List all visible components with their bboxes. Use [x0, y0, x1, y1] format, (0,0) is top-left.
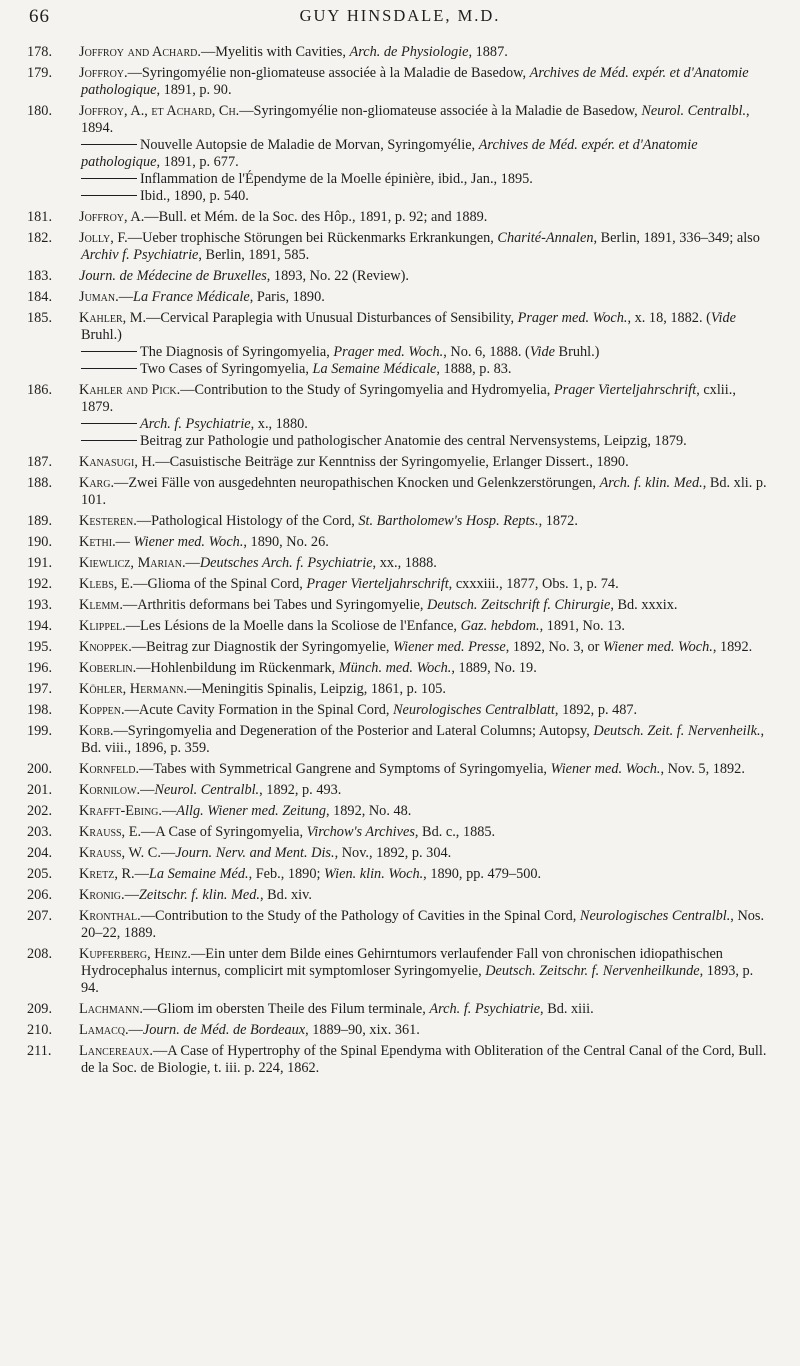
reference-entry [29, 824, 771, 841]
citation-text: , No. 6, 1888. ( [443, 344, 530, 360]
reference-author: Kretz, R. [79, 866, 135, 882]
citation-source: Wiener med. Woch. [550, 761, 661, 777]
reference-author: Jolly, F. [79, 230, 128, 246]
reference-author: Kronig. [79, 887, 125, 903]
citation-text: —Hohlenbildung im Rückenmark, [136, 660, 339, 676]
citation-text: —Casuistische Beiträge zur Kenntniss der Syringomyelie, Erlanger Dissert., 1890. [155, 454, 629, 470]
citation-source: Journ. de Méd. de Bordeaux [142, 1022, 306, 1038]
citation-text: — [118, 289, 133, 305]
citation-text: , Paris, 1890. [249, 289, 325, 305]
citation-source: Journ. Nerv. and Ment. Dis. [175, 845, 335, 861]
reference-entry [29, 761, 771, 778]
reference-number: 199. [27, 723, 53, 739]
reference-author: Joffroy and Achard. [79, 44, 201, 60]
reference-author: Kupferberg, Heinz. [79, 946, 191, 962]
reference-entry [29, 597, 771, 614]
citation-source: Prager med. Woch. [517, 310, 628, 326]
citation-source: Deutsches Arch. f. Psychiatrie [199, 555, 373, 571]
reference-subentry [29, 188, 771, 205]
citation-source: Vide [710, 310, 737, 326]
reference-entry [29, 908, 771, 942]
reference-number: 193. [27, 597, 53, 613]
reference-author: Köhler, Hermann. [79, 681, 188, 697]
citation-source: La Semaine Médicale [312, 361, 437, 377]
citation-source: Deutsch. Zeit. f. Nervenheilk. [593, 723, 761, 739]
reference-entry [29, 310, 771, 344]
reference-author: Krafft-Ebing. [79, 803, 162, 819]
citation-text: —Cervical Paraplegia with Unusual Disturbances of Sensibility, [146, 310, 518, 326]
citation-text: —Arthritis deformans bei Tabes und Syringomyelie, [122, 597, 427, 613]
citation-text: Bruhl.) [81, 327, 122, 343]
reference-entry [29, 639, 771, 656]
reference-author: Koppen. [79, 702, 125, 718]
ditto-rule [81, 440, 137, 441]
reference-number: 203. [27, 824, 53, 840]
citation-text: Bruhl.) [554, 344, 600, 360]
ditto-rule [81, 351, 137, 352]
citation-text: —Syringomyélie non-gliomateuse associée à la Maladie de Basedow, [127, 65, 530, 81]
reference-number: 194. [27, 618, 53, 634]
reference-subentry [29, 344, 771, 361]
citation-text: Two Cases of Syringomyelia, [140, 361, 313, 377]
reference-number: 209. [27, 1001, 53, 1017]
reference-author: Kahler and Pick. [79, 382, 181, 398]
citation-source: La France Médicale [133, 289, 250, 305]
page-header [29, 6, 771, 34]
reference-entry [29, 946, 771, 997]
reference-entry [29, 723, 771, 757]
reference-number: 187. [27, 454, 53, 470]
reference-number: 196. [27, 660, 53, 676]
citation-text: , 1894. [81, 103, 750, 136]
reference-entry [29, 1043, 771, 1077]
citation-text: , 1891, p. 90. [156, 82, 232, 98]
reference-entry [29, 803, 771, 820]
reference-subentry [29, 416, 771, 433]
reference-number: 181. [27, 209, 53, 225]
citation-text: , 1889, No. 19. [451, 660, 537, 676]
reference-number: 210. [27, 1022, 53, 1038]
citation-text: , x., 1880. [250, 416, 308, 432]
citation-text: , cxlii., 1879. [81, 382, 736, 415]
reference-entry [29, 65, 771, 99]
citation-text: Nouvelle Autopsie de Maladie de Morvan, Syringomyélie, [140, 137, 479, 153]
citation-text: —Bull. et Mém. de la Soc. des Hôp., 1891, p. 92; and 1889. [144, 209, 488, 225]
reference-number: 197. [27, 681, 53, 697]
ditto-rule [81, 368, 137, 369]
citation-text: Inflammation de l'Épendyme de la Moelle épinière, ibid., Jan., 1895. [140, 171, 533, 187]
citation-text: , Bd. xiii. [540, 1001, 594, 1017]
citation-text: , 1891, No. 13. [539, 618, 625, 634]
citation-text: — [128, 1022, 143, 1038]
reference-number: 202. [27, 803, 53, 819]
citation-source: Wiener med. Woch. [133, 534, 244, 550]
reference-number: 201. [27, 782, 53, 798]
citation-text: — [140, 782, 155, 798]
citation-text: — [185, 555, 200, 571]
citation-text: , Berlin, 1891, 585. [198, 247, 310, 263]
citation-source: Arch. f. Psychiatrie [140, 416, 251, 432]
reference-author: Koberlin. [79, 660, 137, 676]
reference-number: 191. [27, 555, 53, 571]
reference-number: 192. [27, 576, 53, 592]
reference-number: 198. [27, 702, 53, 718]
citation-text: —Acute Cavity Formation in the Spinal Cord, [124, 702, 394, 718]
ditto-rule [81, 178, 137, 179]
reference-number: 200. [27, 761, 53, 777]
citation-text: — [134, 866, 149, 882]
running-head: GUY HINSDALE, M.D. [299, 6, 501, 25]
citation-source: Prager Vierteljahrschrift [306, 576, 449, 592]
citation-text: — [161, 803, 177, 819]
citation-text: , 1892, No. 3, or [505, 639, 603, 655]
reference-author: Lamacq. [79, 1022, 129, 1038]
citation-text: , Bd. xli. p. 101. [81, 475, 767, 508]
citation-source: Archives de Méd. expér. et d'Anatomie pathologique [81, 65, 749, 98]
reference-entry [29, 534, 771, 551]
citation-text: , 1890, pp. 479–500. [423, 866, 542, 882]
reference-author: Lancereaux. [79, 1043, 153, 1059]
citation-text: , Nov. 5, 1892. [660, 761, 745, 777]
citation-text: , cxxxiii., 1877, Obs. 1, p. 74. [448, 576, 619, 592]
reference-subentry [29, 137, 771, 171]
citation-source: Charité-Annalen [497, 230, 594, 246]
citation-text: —A Case of Hypertrophy of the Spinal Ependyma with Obliteration of the Central Canal of the Cord, Bull. de la Soc. de Biologie, t. iii. p. 224, 1862. [81, 1043, 767, 1076]
ditto-rule [81, 144, 137, 145]
citation-text: —Pathological Histology of the Cord, [136, 513, 359, 529]
reference-entry [29, 782, 771, 799]
reference-number: 206. [27, 887, 53, 903]
reference-entry [29, 103, 771, 137]
reference-number: 211. [27, 1043, 52, 1059]
reference-author: Krauss, W. C. [79, 845, 161, 861]
reference-number: 182. [27, 230, 53, 246]
reference-entry [29, 702, 771, 719]
citation-text: —Zwei Fälle von ausgedehnten neuropathischen Knocken und Gelenkzerstörungen, [114, 475, 600, 491]
citation-source: Wien. klin. Woch. [324, 866, 424, 882]
citation-text: , 1893, No. 22 (Review). [266, 268, 409, 284]
reference-author: Karg. [79, 475, 115, 491]
reference-author: Juman. [79, 289, 119, 305]
reference-author: Knoppek. [79, 639, 132, 655]
citation-text: , 1888, p. 83. [436, 361, 512, 377]
reference-author: Kethi. [79, 534, 116, 550]
citation-text: , Bd. xiv. [260, 887, 312, 903]
reference-number: 205. [27, 866, 53, 882]
citation-text: — [115, 534, 134, 550]
reference-number: 190. [27, 534, 53, 550]
reference-entry [29, 289, 771, 306]
citation-text: , 1890, No. 26. [243, 534, 329, 550]
reference-subentry [29, 361, 771, 378]
reference-author: Kornfeld. [79, 761, 140, 777]
reference-number: 185. [27, 310, 53, 326]
citation-text: , Bd. c., 1885. [414, 824, 496, 840]
reference-entry [29, 209, 771, 226]
reference-number: 208. [27, 946, 53, 962]
reference-number: 180. [27, 103, 53, 119]
citation-text: Ibid., 1890, p. 540. [140, 188, 249, 204]
ditto-rule [81, 423, 137, 424]
citation-source: Prager med. Woch. [333, 344, 444, 360]
citation-source: Prager Vierteljahrschrift [553, 382, 697, 398]
page-number: 66 [29, 6, 50, 27]
citation-text: , 1872. [538, 513, 578, 529]
reference-author: Kronthal. [79, 908, 141, 924]
citation-source: Neurologisches Centralblatt [393, 702, 555, 718]
reference-entry [29, 44, 771, 61]
citation-source: Journ. de Médecine de Bruxelles [79, 268, 267, 284]
reference-number: 189. [27, 513, 53, 529]
citation-source: Deutsch. Zeitschrift f. Chirurgie [427, 597, 611, 613]
citation-text: , Nos. 20–22, 1889. [81, 908, 765, 941]
citation-text: —Ein unter dem Bilde eines Gehirntumors verlaufender Fall von chronischen idiopathischen Hydrocephalus internus, complicirt mit symptomloser Syringomyelie, [81, 946, 723, 979]
citation-text: , 1892. [712, 639, 753, 655]
citation-text: —Gliom im obersten Theile des Filum terminale, [142, 1001, 430, 1017]
citation-source: Neurol. Centralbl. [154, 782, 260, 798]
citation-text: —Glioma of the Spinal Cord, [133, 576, 307, 592]
reference-author: Kanasugi, H. [79, 454, 156, 470]
reference-author: Joffroy, A. [79, 209, 145, 225]
citation-source: Vide [529, 344, 555, 360]
reference-number: 195. [27, 639, 53, 655]
reference-number: 183. [27, 268, 53, 284]
citation-text: , x. 18, 1882. ( [627, 310, 711, 326]
citation-source: Archives de Méd. expér. et d'Anatomie pathologique [81, 137, 698, 170]
reference-author: Joffroy. [79, 65, 128, 81]
citation-source: Neurologisches Centralbl. [579, 908, 731, 924]
citation-text: , Feb., 1890; [248, 866, 325, 882]
citation-text: —Contribution to the Study of Syringomyelia and Hydromyelia, [180, 382, 554, 398]
citation-text: —A Case of Syringomyelia, [141, 824, 307, 840]
reference-author: Korb. [79, 723, 114, 739]
citation-text: , Nov., 1892, p. 304. [334, 845, 452, 861]
citation-source: Virchow's Archives [306, 824, 415, 840]
reference-entry [29, 845, 771, 862]
citation-source: Gaz. hebdom. [460, 618, 540, 634]
citation-text: —Meningitis Spinalis, Leipzig, 1861, p. 105. [187, 681, 446, 697]
citation-source: Münch. med. Woch. [338, 660, 452, 676]
reference-number: 184. [27, 289, 53, 305]
reference-number: 178. [27, 44, 53, 60]
reference-number: 188. [27, 475, 53, 491]
citation-source: Wiener med. Presse [393, 639, 506, 655]
reference-entry [29, 513, 771, 530]
citation-source: Allg. Wiener med. Zeitung [176, 803, 326, 819]
reference-entry [29, 681, 771, 698]
reference-number: 186. [27, 382, 53, 398]
citation-text: The Diagnosis of Syringomyelia, [140, 344, 334, 360]
citation-text: , Bd. xxxix. [610, 597, 678, 613]
citation-text: Beitrag zur Pathologie und pathologischer Anatomie des central Nervensystems, Leipzig, 1879. [140, 433, 687, 449]
reference-entry [29, 454, 771, 471]
reference-entry [29, 866, 771, 883]
citation-text: —Myelitis with Cavities, [200, 44, 350, 60]
citation-text: , 1889–90, xix. 361. [305, 1022, 420, 1038]
citation-text: —Contribution to the Study of the Pathology of Cavities in the Spinal Cord, [140, 908, 580, 924]
citation-text: —Beitrag zur Diagnostik der Syringomyelie, [131, 639, 394, 655]
citation-text: , 1893, p. 94. [81, 963, 754, 996]
citation-text: —Syringomyélie non-gliomateuse associée à la Maladie de Basedow, [239, 103, 642, 119]
reference-author: Kahler, M. [79, 310, 147, 326]
reference-entry [29, 230, 771, 264]
reference-entry [29, 268, 771, 285]
citation-text: , 1892, No. 48. [325, 803, 412, 819]
reference-author: Klebs, E. [79, 576, 134, 592]
citation-text: —Les Lésions de la Moelle dans la Scoliose de l'Enfance, [125, 618, 461, 634]
reference-subentry [29, 171, 771, 188]
reference-entry [29, 1001, 771, 1018]
citation-source: Arch. f. klin. Med. [599, 475, 703, 491]
reference-subentry [29, 433, 771, 450]
reference-author: Klippel. [79, 618, 126, 634]
citation-source: Deutsch. Zeitschr. f. Nervenheilkunde [485, 963, 700, 979]
citation-text: —Syringomyelia and Degeneration of the Posterior and Lateral Columns; Autopsy, [113, 723, 594, 739]
citation-source: Arch. de Physiologie [349, 44, 469, 60]
citation-text: —Tabes with Symmetrical Gangrene and Symptoms of Syringomyelia, [139, 761, 551, 777]
reference-entry [29, 555, 771, 572]
reference-list [29, 44, 771, 1077]
reference-entry [29, 660, 771, 677]
reference-number: 207. [27, 908, 53, 924]
citation-source: La Semaine Méd. [148, 866, 249, 882]
reference-entry [29, 618, 771, 635]
reference-author: Kiewlicz, Marian. [79, 555, 186, 571]
citation-source: Arch. f. Psychiatrie [429, 1001, 541, 1017]
reference-author: Kornilow. [79, 782, 141, 798]
citation-text: , 1891, p. 677. [156, 154, 239, 170]
reference-author: Klemm. [79, 597, 123, 613]
citation-source: Archiv f. Psychiatrie [81, 247, 199, 263]
citation-text: — [160, 845, 176, 861]
reference-author: Krauss, E. [79, 824, 142, 840]
citation-text: , xx., 1888. [372, 555, 437, 571]
citation-text: , Bd. viii., 1896, p. 359. [81, 723, 765, 756]
reference-entry [29, 1022, 771, 1039]
reference-author: Lachmann. [79, 1001, 143, 1017]
citation-source: St. Bartholomew's Hosp. Repts. [358, 513, 539, 529]
reference-entry [29, 576, 771, 593]
reference-entry [29, 475, 771, 509]
citation-text: — [124, 887, 139, 903]
citation-source: Neurol. Centralbl. [641, 103, 747, 119]
citation-text: , 1887. [468, 44, 508, 60]
citation-text: , 1892, p. 493. [259, 782, 342, 798]
reference-author: Kesteren. [79, 513, 137, 529]
citation-text: , 1892, p. 487. [554, 702, 638, 718]
reference-number: 204. [27, 845, 53, 861]
citation-source: Zeitschr. f. klin. Med. [138, 887, 260, 903]
ditto-rule [81, 195, 137, 196]
citation-text: —Ueber trophische Störungen bei Rückenmarks Erkrankungen, [127, 230, 498, 246]
citation-text: , Berlin, 1891, 336–349; also [593, 230, 760, 246]
reference-number: 179. [27, 65, 53, 81]
citation-source: Wiener med. Woch. [602, 639, 713, 655]
reference-entry [29, 382, 771, 416]
reference-author: Joffroy, A., et Achard, Ch. [79, 103, 240, 119]
reference-entry [29, 887, 771, 904]
